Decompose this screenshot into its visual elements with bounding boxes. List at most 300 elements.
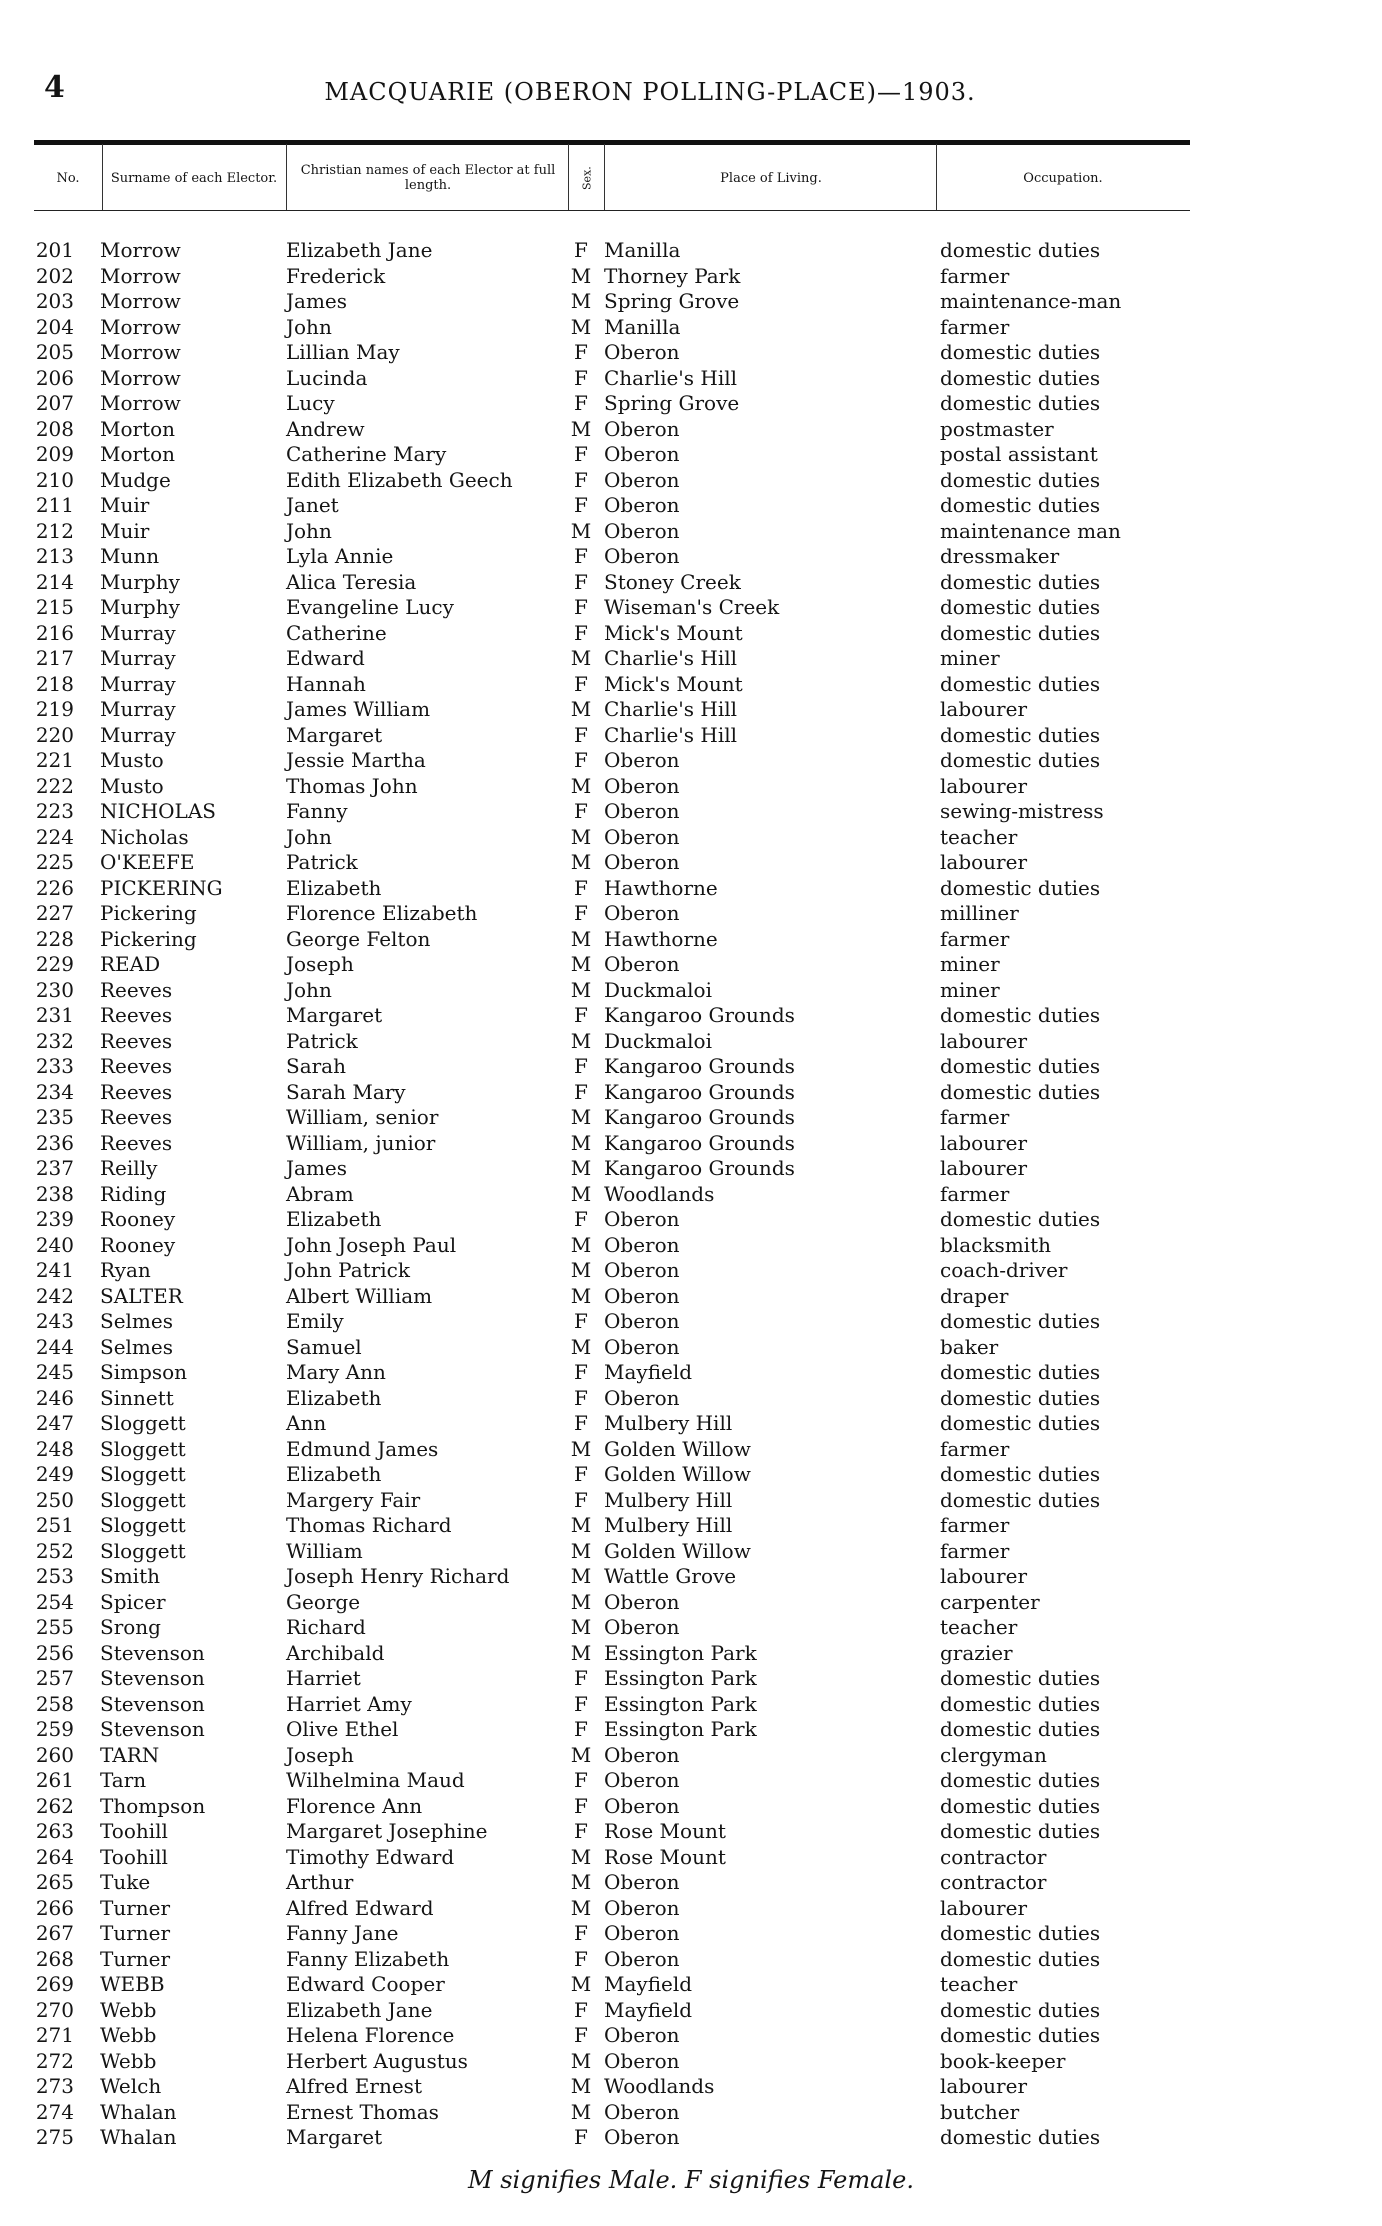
- table-row: [0, 1921, 1382, 1947]
- elector-surname: Muir: [100, 493, 150, 517]
- elector-place-of-living: Wiseman's Creek: [604, 595, 780, 619]
- elector-number: 258: [35, 1691, 74, 1716]
- elector-occupation: domestic duties: [940, 1003, 1101, 1027]
- table-row: [0, 1896, 1382, 1922]
- table-row: [0, 1284, 1382, 1310]
- elector-sex: M: [570, 1870, 592, 1894]
- elector-place-of-living: Oberon: [604, 1334, 680, 1359]
- elector-sex: M: [570, 977, 592, 1002]
- table-row: [0, 238, 1382, 264]
- elector-christian-names: Edward: [286, 646, 365, 670]
- top-rule: [34, 140, 1190, 145]
- elector-surname: Morrow: [100, 365, 181, 390]
- elector-occupation: domestic duties: [940, 875, 1101, 900]
- elector-occupation: domestic duties: [940, 2125, 1101, 2149]
- elector-occupation: milliner: [940, 901, 1019, 925]
- elector-christian-names: Janet: [286, 493, 339, 517]
- elector-christian-names: Thomas John: [286, 773, 418, 798]
- elector-occupation: labourer: [940, 850, 1028, 874]
- table-row: [0, 570, 1382, 596]
- elector-surname: Sloggett: [100, 1462, 186, 1486]
- elector-number: 202: [35, 263, 74, 288]
- elector-number: 224: [35, 824, 74, 849]
- header-occupation: Occupation.: [1023, 170, 1103, 186]
- table-row: [0, 1054, 1382, 1080]
- elector-place-of-living: Oberon: [604, 1742, 680, 1767]
- elector-occupation: domestic duties: [940, 1207, 1101, 1231]
- elector-christian-names: James William: [286, 697, 431, 721]
- elector-christian-names: Fanny Elizabeth: [286, 1946, 450, 1971]
- elector-occupation: domestic duties: [940, 1946, 1101, 1971]
- elector-number: 257: [35, 1666, 74, 1690]
- elector-surname: TARN: [100, 1742, 160, 1767]
- elector-christian-names: Joseph: [286, 1742, 354, 1767]
- elector-occupation: domestic duties: [940, 391, 1101, 415]
- table-row: [0, 264, 1382, 290]
- elector-occupation: contractor: [940, 1870, 1047, 1894]
- elector-place-of-living: Golden Willow: [604, 1436, 751, 1461]
- elector-place-of-living: Charlie's Hill: [604, 722, 738, 747]
- header-divider: [286, 144, 287, 210]
- elector-occupation: miner: [940, 646, 1000, 670]
- elector-occupation: domestic duties: [940, 1360, 1101, 1384]
- elector-number: 248: [35, 1436, 74, 1461]
- elector-number: 226: [35, 875, 74, 900]
- elector-number: 271: [35, 2023, 74, 2047]
- table-row: [0, 621, 1382, 647]
- elector-sex: M: [570, 416, 592, 441]
- elector-surname: Murray: [100, 620, 176, 645]
- elector-list: [0, 238, 1382, 2151]
- elector-sex: F: [574, 493, 588, 517]
- elector-occupation: domestic duties: [940, 467, 1101, 492]
- elector-sex: M: [570, 314, 592, 339]
- elector-christian-names: Margaret: [286, 2125, 383, 2149]
- elector-surname: Selmes: [100, 1309, 173, 1333]
- elector-place-of-living: Oberon: [604, 1946, 680, 1971]
- elector-surname: Murray: [100, 646, 176, 670]
- table-row: [0, 1488, 1382, 1514]
- elector-occupation: domestic duties: [940, 620, 1101, 645]
- elector-sex: M: [570, 289, 592, 313]
- elector-christian-names: Elizabeth: [286, 1207, 382, 1231]
- table-row: [0, 901, 1382, 927]
- elector-christian-names: Sarah Mary: [286, 1079, 406, 1104]
- table-row: [0, 1870, 1382, 1896]
- elector-number: 221: [35, 748, 74, 772]
- table-row: [0, 1794, 1382, 1820]
- elector-occupation: domestic duties: [940, 748, 1101, 772]
- elector-place-of-living: Essington Park: [604, 1666, 757, 1690]
- elector-christian-names: James: [286, 289, 348, 313]
- elector-occupation: domestic duties: [940, 1717, 1101, 1741]
- elector-surname: Murray: [100, 671, 176, 696]
- elector-number: 205: [35, 340, 74, 364]
- elector-surname: Whalan: [100, 2099, 177, 2124]
- elector-sex: M: [570, 2099, 592, 2124]
- elector-place-of-living: Oberon: [604, 901, 680, 925]
- elector-place-of-living: Oberon: [604, 1768, 680, 1792]
- elector-number: 210: [35, 467, 74, 492]
- elector-number: 243: [35, 1309, 74, 1333]
- elector-number: 270: [35, 1997, 74, 2022]
- elector-place-of-living: Oberon: [604, 952, 680, 976]
- elector-number: 201: [35, 238, 74, 262]
- elector-occupation: domestic duties: [940, 1997, 1101, 2022]
- elector-christian-names: Edward Cooper: [286, 1972, 445, 1996]
- elector-christian-names: Jessie Martha: [286, 748, 426, 772]
- elector-place-of-living: Kangaroo Grounds: [604, 1054, 795, 1078]
- elector-sex: M: [570, 1130, 592, 1155]
- table-row: [0, 1564, 1382, 1590]
- elector-occupation: domestic duties: [940, 2023, 1101, 2047]
- elector-number: 237: [35, 1156, 74, 1180]
- elector-occupation: domestic duties: [940, 1079, 1101, 1104]
- table-row: [0, 1590, 1382, 1616]
- table-row: [0, 1182, 1382, 1208]
- table-row: [0, 1819, 1382, 1845]
- elector-sex: F: [574, 544, 588, 568]
- table-row: [0, 799, 1382, 825]
- table-row: [0, 468, 1382, 494]
- elector-number: 255: [35, 1615, 74, 1639]
- elector-christian-names: Alfred Ernest: [286, 2074, 422, 2098]
- elector-sex: F: [574, 748, 588, 772]
- elector-place-of-living: Kangaroo Grounds: [604, 1130, 795, 1155]
- elector-place-of-living: Essington Park: [604, 1717, 757, 1741]
- elector-surname: Murphy: [100, 569, 180, 594]
- elector-number: 229: [35, 952, 74, 976]
- table-row: [0, 1003, 1382, 1029]
- elector-surname: Morton: [100, 416, 176, 441]
- elector-place-of-living: Golden Willow: [604, 1538, 751, 1563]
- table-row: [0, 519, 1382, 545]
- elector-occupation: miner: [940, 952, 1000, 976]
- elector-christian-names: Patrick: [286, 850, 358, 874]
- elector-christian-names: Harriet: [286, 1666, 361, 1690]
- elector-occupation: baker: [940, 1334, 999, 1359]
- table-row: [0, 1539, 1382, 1565]
- elector-number: 244: [35, 1334, 74, 1359]
- elector-sex: M: [570, 518, 592, 543]
- elector-occupation: contractor: [940, 1844, 1047, 1869]
- elector-place-of-living: Hawthorne: [604, 875, 718, 900]
- elector-number: 233: [35, 1054, 74, 1078]
- elector-christian-names: John: [286, 518, 332, 543]
- table-row: [0, 289, 1382, 315]
- elector-sex: M: [570, 1742, 592, 1767]
- elector-place-of-living: Oberon: [604, 518, 680, 543]
- elector-occupation: domestic duties: [940, 1462, 1101, 1486]
- elector-christian-names: James: [286, 1156, 348, 1180]
- header-divider: [568, 144, 569, 210]
- elector-place-of-living: Oberon: [604, 1232, 680, 1257]
- elector-place-of-living: Oberon: [604, 1870, 680, 1894]
- elector-surname: PICKERING: [100, 875, 223, 900]
- elector-surname: Pickering: [100, 926, 197, 951]
- elector-number: 250: [35, 1487, 74, 1512]
- header-place-of-living: Place of Living.: [720, 170, 822, 186]
- elector-christian-names: Olive Ethel: [286, 1717, 399, 1741]
- elector-surname: Stevenson: [100, 1717, 205, 1741]
- elector-surname: Riding: [100, 1181, 167, 1206]
- table-row: [0, 1947, 1382, 1973]
- elector-christian-names: John Patrick: [286, 1258, 410, 1282]
- table-row: [0, 1437, 1382, 1463]
- elector-sex: F: [574, 671, 588, 696]
- elector-place-of-living: Rose Mount: [604, 1819, 726, 1843]
- elector-surname: Ryan: [100, 1258, 151, 1282]
- elector-number: 235: [35, 1105, 74, 1129]
- elector-sex: M: [570, 1589, 592, 1614]
- elector-sex: M: [570, 1640, 592, 1665]
- table-row: [0, 978, 1382, 1004]
- table-row: [0, 417, 1382, 443]
- table-row: [0, 850, 1382, 876]
- elector-number: 225: [35, 850, 74, 874]
- elector-place-of-living: Rose Mount: [604, 1844, 726, 1869]
- elector-surname: Webb: [100, 1997, 157, 2022]
- elector-sex: M: [570, 1156, 592, 1180]
- elector-occupation: labourer: [940, 1156, 1028, 1180]
- page-number: 4: [44, 70, 65, 105]
- elector-sex: M: [570, 824, 592, 849]
- elector-christian-names: Patrick: [286, 1028, 358, 1053]
- table-row: [0, 646, 1382, 672]
- elector-surname: READ: [100, 952, 161, 976]
- elector-place-of-living: Oberon: [604, 1615, 680, 1639]
- elector-christian-names: Fanny Jane: [286, 1921, 399, 1945]
- elector-place-of-living: Essington Park: [604, 1691, 757, 1716]
- elector-occupation: maintenance man: [940, 518, 1121, 543]
- elector-surname: Pickering: [100, 901, 197, 925]
- elector-number: 266: [35, 1895, 74, 1920]
- elector-surname: Toohill: [100, 1819, 168, 1843]
- elector-sex: F: [574, 901, 588, 925]
- elector-surname: WEBB: [100, 1972, 165, 1996]
- elector-sex: F: [574, 1946, 588, 1971]
- elector-number: 214: [35, 569, 74, 594]
- elector-sex: F: [574, 799, 588, 823]
- elector-number: 272: [35, 2048, 74, 2073]
- elector-sex: F: [574, 1079, 588, 1104]
- elector-number: 217: [35, 646, 74, 670]
- elector-number: 252: [35, 1538, 74, 1563]
- elector-place-of-living: Oberon: [604, 2125, 680, 2149]
- elector-surname: Stevenson: [100, 1640, 205, 1665]
- elector-occupation: domestic duties: [940, 1666, 1101, 1690]
- elector-christian-names: Edmund James: [286, 1436, 439, 1461]
- elector-place-of-living: Kangaroo Grounds: [604, 1156, 795, 1180]
- elector-occupation: labourer: [940, 1028, 1028, 1053]
- table-row: [0, 1692, 1382, 1718]
- elector-occupation: farmer: [940, 1436, 1010, 1461]
- elector-occupation: domestic duties: [940, 595, 1101, 619]
- elector-surname: Turner: [100, 1946, 171, 1971]
- table-row: [0, 1386, 1382, 1412]
- table-row: [0, 2023, 1382, 2049]
- elector-christian-names: Thomas Richard: [286, 1513, 452, 1537]
- elector-number: 268: [35, 1946, 74, 1971]
- elector-place-of-living: Charlie's Hill: [604, 697, 738, 721]
- elector-place-of-living: Oberon: [604, 544, 680, 568]
- elector-occupation: farmer: [940, 263, 1010, 288]
- elector-sex: F: [574, 467, 588, 492]
- elector-occupation: labourer: [940, 697, 1028, 721]
- elector-sex: F: [574, 875, 588, 900]
- table-row: [0, 748, 1382, 774]
- elector-surname: Murphy: [100, 595, 180, 619]
- elector-sex: M: [570, 1283, 592, 1308]
- elector-place-of-living: Oberon: [604, 748, 680, 772]
- table-row: [0, 723, 1382, 749]
- elector-surname: Musto: [100, 748, 164, 772]
- elector-number: 242: [35, 1283, 74, 1308]
- elector-place-of-living: Oberon: [604, 1283, 680, 1308]
- header-surname: Surname of each Elector.: [110, 170, 278, 186]
- elector-place-of-living: Oberon: [604, 1207, 680, 1231]
- elector-sex: F: [574, 1666, 588, 1690]
- elector-surname: Stevenson: [100, 1691, 205, 1716]
- elector-place-of-living: Oberon: [604, 1385, 680, 1410]
- header-divider: [102, 144, 103, 210]
- elector-number: 267: [35, 1921, 74, 1945]
- elector-christian-names: Alfred Edward: [286, 1895, 434, 1920]
- elector-occupation: farmer: [940, 1181, 1010, 1206]
- elector-christian-names: Florence Elizabeth: [286, 901, 478, 925]
- elector-sex: M: [570, 1895, 592, 1920]
- elector-surname: Morrow: [100, 238, 181, 262]
- elector-sex: F: [574, 569, 588, 594]
- header-sex: Sex.: [580, 166, 594, 190]
- elector-surname: Stevenson: [100, 1666, 205, 1690]
- elector-sex: F: [574, 1691, 588, 1716]
- table-row: [0, 1029, 1382, 1055]
- elector-sex: M: [570, 697, 592, 721]
- elector-occupation: domestic duties: [940, 1921, 1101, 1945]
- elector-occupation: draper: [940, 1283, 1009, 1308]
- elector-occupation: dressmaker: [940, 544, 1060, 568]
- elector-number: 253: [35, 1564, 74, 1588]
- elector-christian-names: John: [286, 824, 332, 849]
- elector-sex: F: [574, 1793, 588, 1818]
- elector-occupation: farmer: [940, 1105, 1010, 1129]
- table-row: [0, 1411, 1382, 1437]
- elector-sex: F: [574, 595, 588, 619]
- table-row: [0, 2125, 1382, 2151]
- table-row: [0, 315, 1382, 341]
- elector-surname: Webb: [100, 2048, 157, 2073]
- elector-place-of-living: Oberon: [604, 850, 680, 874]
- elector-surname: Morrow: [100, 263, 181, 288]
- elector-surname: Whalan: [100, 2125, 177, 2149]
- elector-surname: Reeves: [100, 1105, 173, 1129]
- table-row: [0, 1309, 1382, 1335]
- elector-number: 203: [35, 289, 74, 313]
- elector-christian-names: Frederick: [286, 263, 386, 288]
- elector-place-of-living: Mulbery Hill: [604, 1487, 733, 1512]
- elector-christian-names: Elizabeth: [286, 875, 382, 900]
- table-row: [0, 927, 1382, 953]
- elector-occupation: domestic duties: [940, 365, 1101, 390]
- elector-christian-names: Mary Ann: [286, 1360, 386, 1384]
- elector-place-of-living: Mayfield: [604, 1972, 693, 1996]
- elector-sex: M: [570, 1538, 592, 1563]
- elector-occupation: farmer: [940, 926, 1010, 951]
- elector-occupation: domestic duties: [940, 1385, 1101, 1410]
- elector-christian-names: Lucinda: [286, 365, 368, 390]
- elector-christian-names: John: [286, 314, 332, 339]
- elector-christian-names: George: [286, 1589, 361, 1614]
- elector-sex: M: [570, 646, 592, 670]
- elector-surname: Reeves: [100, 1130, 173, 1155]
- elector-place-of-living: Charlie's Hill: [604, 365, 738, 390]
- elector-christian-names: Joseph Henry Richard: [286, 1564, 510, 1588]
- table-row: [0, 1462, 1382, 1488]
- elector-surname: Webb: [100, 2023, 157, 2047]
- elector-number: 218: [35, 671, 74, 696]
- elector-number: 263: [35, 1819, 74, 1843]
- elector-sex: F: [574, 1768, 588, 1792]
- elector-number: 212: [35, 518, 74, 543]
- elector-christian-names: Elizabeth: [286, 1385, 382, 1410]
- elector-occupation: domestic duties: [940, 1691, 1101, 1716]
- elector-number: 234: [35, 1079, 74, 1104]
- elector-number: 238: [35, 1181, 74, 1206]
- elector-christian-names: Margaret Josephine: [286, 1819, 488, 1843]
- elector-number: 208: [35, 416, 74, 441]
- elector-sex: M: [570, 1105, 592, 1129]
- elector-sex: F: [574, 620, 588, 645]
- elector-surname: Thompson: [100, 1793, 206, 1818]
- elector-occupation: domestic duties: [940, 1309, 1101, 1333]
- elector-occupation: labourer: [940, 1895, 1028, 1920]
- elector-sex: F: [574, 1921, 588, 1945]
- elector-occupation: teacher: [940, 1615, 1018, 1639]
- elector-sex: F: [574, 238, 588, 262]
- elector-sex: F: [574, 1997, 588, 2022]
- elector-sex: F: [574, 1054, 588, 1078]
- elector-occupation: labourer: [940, 1564, 1028, 1588]
- elector-sex: M: [570, 1615, 592, 1639]
- elector-surname: Murray: [100, 697, 176, 721]
- elector-occupation: labourer: [940, 773, 1028, 798]
- elector-surname: O'KEEFE: [100, 850, 195, 874]
- elector-christian-names: George Felton: [286, 926, 431, 951]
- elector-christian-names: Samuel: [286, 1334, 362, 1359]
- elector-number: 220: [35, 722, 74, 747]
- elector-place-of-living: Oberon: [604, 2099, 680, 2124]
- elector-number: 219: [35, 697, 74, 721]
- elector-sex: F: [574, 1003, 588, 1027]
- table-row: [0, 1845, 1382, 1871]
- elector-number: 206: [35, 365, 74, 390]
- elector-sex: M: [570, 2048, 592, 2073]
- elector-surname: Reeves: [100, 1054, 173, 1078]
- elector-occupation: blacksmith: [940, 1232, 1051, 1257]
- elector-place-of-living: Essington Park: [604, 1640, 757, 1665]
- elector-place-of-living: Thorney Park: [604, 263, 741, 288]
- elector-surname: Rooney: [100, 1232, 176, 1257]
- elector-sex: F: [574, 1462, 588, 1486]
- elector-place-of-living: Mick's Mount: [604, 671, 743, 696]
- elector-number: 249: [35, 1462, 74, 1486]
- elector-number: 251: [35, 1513, 74, 1537]
- elector-christian-names: William: [286, 1538, 363, 1563]
- elector-surname: Sloggett: [100, 1487, 186, 1512]
- elector-surname: Munn: [100, 544, 160, 568]
- elector-christian-names: Edith Elizabeth Geech: [286, 467, 513, 492]
